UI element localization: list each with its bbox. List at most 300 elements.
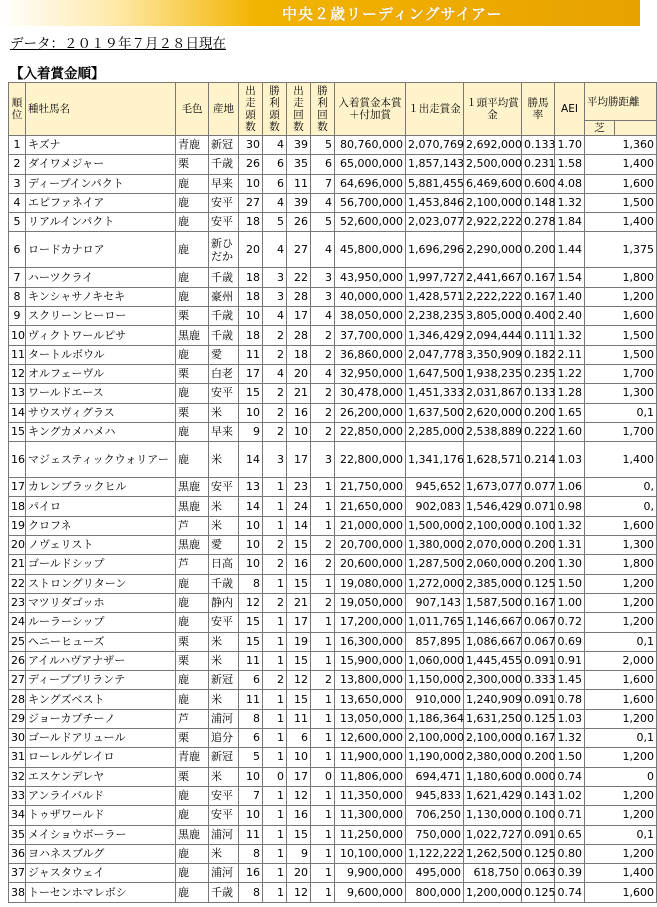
cell-starts: 10 [287,422,311,441]
cell-winners: 1 [263,497,287,516]
cell-winners: 6 [263,174,287,193]
cell-per-head: 1,180,600 [464,767,522,786]
cell-per-head: 2,538,889 [464,422,522,441]
cell-aei: 0.80 [555,844,585,863]
table-row [9,613,657,632]
table-row [9,268,657,287]
cell-name: ジャスタウェイ [26,864,176,883]
cell-rank: 5 [9,213,26,232]
table-row [9,748,657,767]
col-header-turf: 芝 [585,121,615,136]
cell-color: 芦 [176,516,209,535]
cell-win-rate: 0.133 [522,384,555,403]
cell-starts: 26 [287,213,311,232]
table-row [9,422,657,441]
cell-per-head: 618,750 [464,864,522,883]
cell-starts: 16 [287,806,311,825]
cell-wins: 2 [311,555,335,574]
cell-aei: 1.03 [555,442,585,478]
cell-starters: 13 [239,478,263,497]
cell-avg: 2,000 [585,651,657,670]
cell-name: キンシャサノキセキ [26,287,176,306]
cell-origin: 米 [209,632,239,651]
cell-starts: 22 [287,268,311,287]
cell-rank: 6 [9,232,26,268]
cell-winners: 2 [263,671,287,690]
section-title: 【入着賞金順】 [10,66,105,82]
cell-winners: 1 [263,883,287,902]
cell-starts: 39 [287,193,311,212]
cell-avg: 1,200 [585,806,657,825]
cell-origin: 安平 [209,193,239,212]
table-row [9,555,657,574]
cell-win-rate: 0.133 [522,136,555,155]
cell-starts: 12 [287,671,311,690]
cell-starts: 16 [287,403,311,422]
cell-win-rate: 0.200 [522,403,555,422]
cell-earnings: 11,300,000 [335,806,406,825]
cell-winners: 1 [263,729,287,748]
cell-color: 栗 [176,651,209,670]
cell-rank: 8 [9,287,26,306]
cell-winners: 1 [263,651,287,670]
cell-name: エスケンデレヤ [26,767,176,786]
table-row [9,232,657,268]
cell-avg: 1,200 [585,287,657,306]
cell-color: 鹿 [176,287,209,306]
cell-per-start: 1,428,571 [406,287,464,306]
cell-rank: 32 [9,767,26,786]
cell-name: クロフネ [26,516,176,535]
cell-per-head: 1,621,429 [464,786,522,805]
cell-per-head: 3,805,000 [464,307,522,326]
cell-per-head: 1,262,500 [464,844,522,863]
cell-win-rate: 0.111 [522,326,555,345]
cell-starters: 16 [239,864,263,883]
cell-rank: 19 [9,516,26,535]
cell-per-start: 1,190,000 [406,748,464,767]
cell-wins: 2 [311,345,335,364]
col-header-earnings: 入着賞金本賞＋付加賞 [335,83,406,136]
cell-per-head: 2,100,000 [464,193,522,212]
cell-aei: 1.50 [555,748,585,767]
cell-avg: 0, [585,497,657,516]
table-row [9,442,657,478]
cell-per-start: 1,287,500 [406,555,464,574]
cell-avg: 1,400 [585,213,657,232]
cell-win-rate: 0.167 [522,593,555,612]
cell-winners: 3 [263,287,287,306]
cell-origin: 新ひだか [209,232,239,268]
cell-starts: 11 [287,709,311,728]
cell-earnings: 13,800,000 [335,671,406,690]
cell-win-rate: 0.091 [522,690,555,709]
cell-earnings: 52,600,000 [335,213,406,232]
cell-winners: 1 [263,748,287,767]
cell-winners: 1 [263,613,287,632]
cell-starts: 24 [287,497,311,516]
cell-aei: 1.70 [555,136,585,155]
cell-starts: 21 [287,384,311,403]
cell-wins: 4 [311,193,335,212]
cell-wins: 1 [311,497,335,516]
cell-origin: 早来 [209,422,239,441]
cell-origin: 米 [209,497,239,516]
cell-per-start: 1,186,364 [406,709,464,728]
cell-origin: 静内 [209,593,239,612]
cell-rank: 13 [9,384,26,403]
cell-earnings: 16,300,000 [335,632,406,651]
cell-winners: 4 [263,307,287,326]
cell-per-head: 6,469,600 [464,174,522,193]
cell-origin: 米 [209,844,239,863]
cell-rank: 29 [9,709,26,728]
page-title: 中央２歳リーディングサイアー [282,5,503,23]
cell-rank: 35 [9,825,26,844]
cell-per-head: 2,070,000 [464,536,522,555]
cell-starters: 10 [239,516,263,535]
cell-per-start: 2,238,235 [406,307,464,326]
cell-per-start: 1,451,333 [406,384,464,403]
table-row [9,786,657,805]
cell-rank: 10 [9,326,26,345]
cell-winners: 4 [263,232,287,268]
cell-rank: 2 [9,155,26,174]
cell-per-start: 945,652 [406,478,464,497]
cell-name: リアルインパクト [26,213,176,232]
table-row [9,497,657,516]
cell-wins: 1 [311,516,335,535]
cell-origin: 浦河 [209,864,239,883]
cell-per-start: 902,083 [406,497,464,516]
cell-avg: 1,300 [585,536,657,555]
cell-winners: 1 [263,574,287,593]
cell-starts: 15 [287,574,311,593]
cell-aei: 1.32 [555,729,585,748]
cell-starts: 11 [287,174,311,193]
table-row [9,690,657,709]
cell-avg: 0 [585,767,657,786]
cell-color: 鹿 [176,442,209,478]
cell-winners: 4 [263,364,287,383]
cell-starters: 8 [239,709,263,728]
table-body [9,136,657,903]
cell-color: 栗 [176,364,209,383]
cell-origin: 安平 [209,213,239,232]
cell-win-rate: 0.235 [522,364,555,383]
cell-starters: 11 [239,651,263,670]
cell-wins: 2 [311,671,335,690]
cell-color: 黒鹿 [176,478,209,497]
cell-win-rate: 0.222 [522,422,555,441]
cell-name: トーセンホマレボシ [26,883,176,902]
cell-origin: 千歳 [209,268,239,287]
cell-aei: 2.11 [555,345,585,364]
cell-wins: 2 [311,403,335,422]
cell-starts: 15 [287,690,311,709]
cell-name: トゥザワールド [26,806,176,825]
table-row [9,883,657,902]
cell-name: ジョーカプチーノ [26,709,176,728]
cell-per-start: 945,833 [406,786,464,805]
cell-earnings: 26,200,000 [335,403,406,422]
cell-starters: 20 [239,232,263,268]
table-row [9,287,657,306]
cell-earnings: 22,850,000 [335,422,406,441]
cell-starters: 9 [239,422,263,441]
cell-avg: 1,400 [585,442,657,478]
cell-aei: 1.32 [555,193,585,212]
cell-win-rate: 0.091 [522,651,555,670]
cell-avg: 1,600 [585,307,657,326]
cell-per-start: 5,881,455 [406,174,464,193]
table-row [9,864,657,883]
cell-avg: 0,1 [585,825,657,844]
cell-starters: 18 [239,287,263,306]
cell-starts: 23 [287,478,311,497]
table-row [9,403,657,422]
cell-color: 鹿 [176,422,209,441]
cell-wins: 1 [311,478,335,497]
cell-color: 黒鹿 [176,326,209,345]
cell-starters: 26 [239,155,263,174]
table-row [9,651,657,670]
cell-wins: 4 [311,232,335,268]
cell-win-rate: 0.200 [522,232,555,268]
cell-starts: 17 [287,307,311,326]
cell-starts: 12 [287,883,311,902]
cell-per-start: 1,500,000 [406,516,464,535]
table-row [9,844,657,863]
cell-per-head: 2,100,000 [464,516,522,535]
cell-origin: 新冠 [209,136,239,155]
cell-winners: 2 [263,403,287,422]
cell-wins: 2 [311,593,335,612]
cell-win-rate: 0.100 [522,806,555,825]
data-date: データ：２０１９年７月２８日現在 [10,36,226,52]
col-header-win-rate: 勝馬率 [522,83,555,136]
cell-per-start: 750,000 [406,825,464,844]
cell-aei: 1.32 [555,516,585,535]
cell-aei: 1.00 [555,593,585,612]
cell-rank: 4 [9,193,26,212]
cell-rank: 31 [9,748,26,767]
table-row [9,384,657,403]
cell-color: 鹿 [176,690,209,709]
cell-origin: 米 [209,690,239,709]
cell-winners: 2 [263,326,287,345]
cell-origin: 安平 [209,786,239,805]
cell-avg: 1,200 [585,786,657,805]
cell-winners: 2 [263,422,287,441]
cell-per-head: 1,445,455 [464,651,522,670]
cell-starts: 20 [287,864,311,883]
cell-win-rate: 0.333 [522,671,555,690]
cell-win-rate: 0.143 [522,786,555,805]
cell-per-start: 1,150,000 [406,671,464,690]
leading-sire-table-container [8,82,654,907]
cell-winners: 1 [263,516,287,535]
cell-starts: 6 [287,729,311,748]
cell-rank: 33 [9,786,26,805]
cell-starts: 10 [287,748,311,767]
cell-win-rate: 0.125 [522,574,555,593]
cell-per-start: 1,341,176 [406,442,464,478]
cell-color: 芦 [176,555,209,574]
cell-avg: 1,600 [585,174,657,193]
cell-name: ワールドエース [26,384,176,403]
cell-starters: 7 [239,786,263,805]
cell-per-start: 2,047,778 [406,345,464,364]
cell-winners: 2 [263,536,287,555]
cell-earnings: 11,350,000 [335,786,406,805]
cell-winners: 1 [263,844,287,863]
col-header-rank: 順位 [9,83,26,136]
cell-rank: 3 [9,174,26,193]
cell-per-head: 1,628,571 [464,442,522,478]
cell-per-head: 1,938,235 [464,364,522,383]
cell-aei: 0.74 [555,883,585,902]
cell-earnings: 20,600,000 [335,555,406,574]
cell-aei: 0.39 [555,864,585,883]
cell-avg: 1,600 [585,690,657,709]
cell-win-rate: 0.000 [522,767,555,786]
cell-win-rate: 0.200 [522,555,555,574]
cell-wins: 2 [311,422,335,441]
cell-color: 鹿 [176,844,209,863]
cell-color: 青鹿 [176,748,209,767]
cell-avg: 1,500 [585,345,657,364]
cell-origin: 米 [209,403,239,422]
cell-starters: 14 [239,442,263,478]
cell-per-start: 1,380,000 [406,536,464,555]
cell-per-start: 857,895 [406,632,464,651]
cell-rank: 12 [9,364,26,383]
cell-starters: 12 [239,593,263,612]
cell-starts: 15 [287,651,311,670]
cell-color: 鹿 [176,174,209,193]
cell-winners: 2 [263,555,287,574]
cell-rank: 28 [9,690,26,709]
cell-per-head: 2,620,000 [464,403,522,422]
cell-earnings: 22,800,000 [335,442,406,478]
cell-per-start: 1,272,000 [406,574,464,593]
cell-name: ローレルゲレイロ [26,748,176,767]
cell-per-start: 1,346,429 [406,326,464,345]
cell-rank: 16 [9,442,26,478]
cell-earnings: 19,080,000 [335,574,406,593]
cell-aei: 1.32 [555,326,585,345]
cell-color: 栗 [176,307,209,326]
cell-win-rate: 0.125 [522,709,555,728]
cell-avg: 1,600 [585,883,657,902]
cell-winners: 1 [263,709,287,728]
cell-name: ヘニーヒューズ [26,632,176,651]
cell-wins: 2 [311,536,335,555]
cell-starters: 30 [239,136,263,155]
cell-origin: 米 [209,442,239,478]
cell-wins: 1 [311,613,335,632]
cell-starters: 11 [239,690,263,709]
cell-starts: 27 [287,232,311,268]
cell-origin: 浦河 [209,709,239,728]
table-row [9,136,657,155]
cell-aei: 1.30 [555,555,585,574]
cell-win-rate: 0.100 [522,516,555,535]
cell-name: キズナ [26,136,176,155]
cell-per-head: 1,673,077 [464,478,522,497]
cell-color: 鹿 [176,268,209,287]
cell-per-head: 2,385,000 [464,574,522,593]
cell-per-start: 1,857,143 [406,155,464,174]
cell-aei: 1.50 [555,574,585,593]
cell-color: 黒鹿 [176,497,209,516]
cell-origin: 白老 [209,364,239,383]
cell-earnings: 11,806,000 [335,767,406,786]
cell-win-rate: 0.214 [522,442,555,478]
cell-wins: 0 [311,767,335,786]
cell-starters: 10 [239,555,263,574]
cell-wins: 1 [311,806,335,825]
cell-aei: 1.44 [555,232,585,268]
cell-starters: 11 [239,825,263,844]
cell-starts: 15 [287,825,311,844]
cell-color: 鹿 [176,613,209,632]
cell-color: 鹿 [176,574,209,593]
cell-avg: 1,500 [585,326,657,345]
cell-winners: 1 [263,786,287,805]
cell-avg: 1,800 [585,555,657,574]
cell-rank: 20 [9,536,26,555]
cell-starts: 17 [287,442,311,478]
cell-name: ロードカナロア [26,232,176,268]
cell-starters: 27 [239,193,263,212]
cell-wins: 3 [311,442,335,478]
cell-aei: 1.60 [555,422,585,441]
cell-winners: 4 [263,136,287,155]
cell-color: 栗 [176,729,209,748]
cell-per-start: 910,000 [406,690,464,709]
cell-color: 栗 [176,632,209,651]
table-row [9,516,657,535]
cell-avg: 1,200 [585,844,657,863]
cell-origin: 新冠 [209,671,239,690]
cell-starters: 6 [239,729,263,748]
cell-earnings: 15,900,000 [335,651,406,670]
cell-aei: 0.74 [555,767,585,786]
cell-name: ストロングリターン [26,574,176,593]
cell-origin: 安平 [209,478,239,497]
cell-win-rate: 0.200 [522,748,555,767]
cell-name: マジェスティックウォリアー [26,442,176,478]
cell-color: 鹿 [176,671,209,690]
cell-color: 栗 [176,767,209,786]
cell-starts: 12 [287,786,311,805]
col-header-name: 種牡馬名 [26,83,176,136]
cell-wins: 5 [311,136,335,155]
cell-earnings: 65,000,000 [335,155,406,174]
cell-starters: 18 [239,326,263,345]
cell-per-start: 1,453,846 [406,193,464,212]
cell-starters: 15 [239,632,263,651]
cell-starts: 18 [287,345,311,364]
cell-wins: 5 [311,213,335,232]
cell-starters: 17 [239,364,263,383]
cell-per-start: 1,060,000 [406,651,464,670]
table-row [9,729,657,748]
cell-rank: 23 [9,593,26,612]
table-row [9,193,657,212]
